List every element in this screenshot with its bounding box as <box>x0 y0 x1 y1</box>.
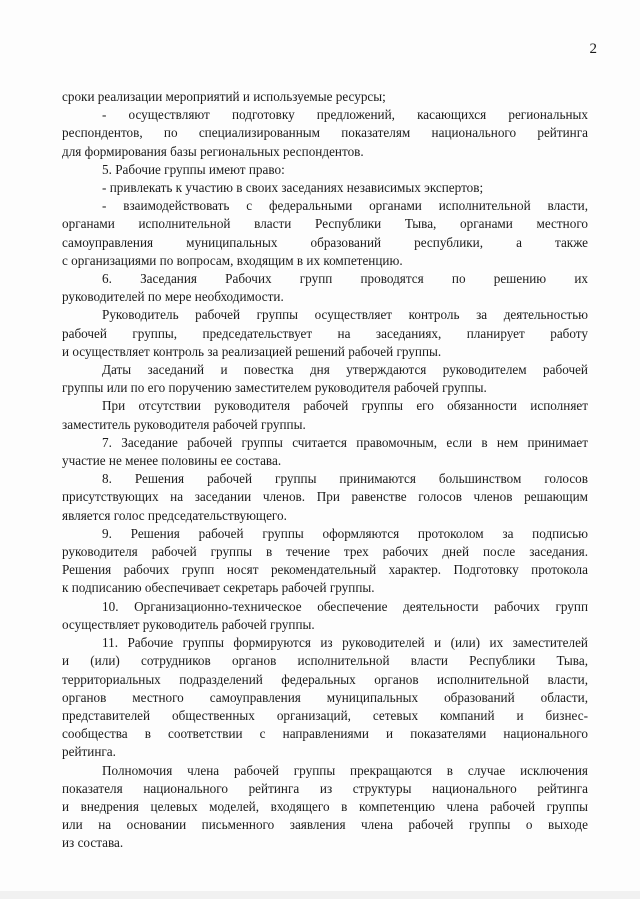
text-line: рейтинга. <box>62 744 116 760</box>
text-line: 5. Рабочие группы имеют право: <box>102 161 285 177</box>
text-line: Решения рабочих групп носят рекомендательный характер. Подготовку протокола <box>62 562 588 578</box>
text-line: самоуправления муниципальных образований республики, а также <box>62 234 588 250</box>
text-line: руководителей по мере необходимости. <box>62 289 284 305</box>
text-line: руководителя рабочей группы в течение трех рабочих дней после заседания. <box>62 544 588 560</box>
text-line: показателя национального рейтинга из структуры национального рейтинга <box>62 780 588 796</box>
text-line: и внедрения целевых моделей, входящего в компетенцию члена рабочей группы <box>62 798 588 814</box>
text-line: Полномочия члена рабочей группы прекращаются в случае исключения <box>102 762 588 778</box>
text-line: 6. Заседания Рабочих групп проводятся по решению их <box>102 271 588 287</box>
text-line: к подписанию обеспечивает секретарь рабочей группы. <box>62 580 375 596</box>
text-line: для формирования базы региональных респондентов. <box>62 143 364 159</box>
text-line: 9. Решения рабочей группы оформляются протоколом за подписью <box>102 525 588 541</box>
text-line: представителей общественных организаций, сетевых компаний и бизнес- <box>62 707 588 723</box>
text-line: участие не менее половины ее состава. <box>62 453 282 469</box>
text-line: - привлекать к участию в своих заседаниях независимых экспертов; <box>102 180 484 196</box>
text-line: территориальных подразделений федеральных органов исполнительной власти, <box>62 671 588 687</box>
text-line: органов местного самоуправления муниципальных образований области, <box>62 689 588 705</box>
text-line: - взаимодействовать с федеральными органами исполнительной власти, <box>102 198 588 214</box>
text-line: При отсутствии руководителя рабочей группы его обязанности исполняет <box>102 398 588 414</box>
text-line: с организациями по вопросам, входящим в их компетенцию. <box>62 252 403 268</box>
text-line: заместитель руководителя рабочей группы. <box>62 416 306 432</box>
text-line: присутствующих на заседании членов. При равенстве голосов членов решающим <box>62 489 588 505</box>
text-line: группы или по его поручению заместителем руководителя рабочей группы. <box>62 380 487 396</box>
text-line: - осуществляют подготовку предложений, касающихся региональных <box>102 107 588 123</box>
text-line: сообщества в соответствии с направлениями и показателями национального <box>62 726 588 742</box>
text-line: 7. Заседание рабочей группы считается правомочным, если в нем принимает <box>102 434 588 450</box>
document-body <box>62 88 588 853</box>
text-line: или на основании письменного заявления члена рабочей группы о выходе <box>62 817 588 833</box>
text-line: и (или) сотрудников органов исполнительной власти Республики Тыва, <box>62 653 588 669</box>
scan-bottom-edge <box>0 891 640 899</box>
text-line: 10. Организационно-техническое обеспечение деятельности рабочих групп <box>102 598 588 614</box>
text-line: сроки реализации мероприятий и используемые ресурсы; <box>62 89 386 104</box>
text-line: осуществляет руководитель рабочей группы. <box>62 616 315 632</box>
text-line: является голос председательствующего. <box>62 507 287 523</box>
text-line: Руководитель рабочей группы осуществляет контроль за деятельностью <box>102 307 588 323</box>
text-line: из состава. <box>62 835 124 851</box>
text-line: 11. Рабочие группы формируются из руководителей и (или) их заместителей <box>102 635 588 651</box>
text-line: рабочей группы, председательствует на заседаниях, планирует работу <box>62 325 588 341</box>
page-number: 2 <box>589 41 597 57</box>
text-line: респондентов, по специализированным показателям национального рейтинга <box>62 125 588 141</box>
text-line: 8. Решения рабочей группы принимаются большинством голосов <box>102 471 588 487</box>
text-line: Даты заседаний и повестка дня утверждаются руководителем рабочей <box>102 362 588 378</box>
text-line: органами исполнительной власти Республики Тыва, органами местного <box>62 216 588 232</box>
text-line: и осуществляет контроль за реализацией решений рабочей группы. <box>62 343 442 359</box>
